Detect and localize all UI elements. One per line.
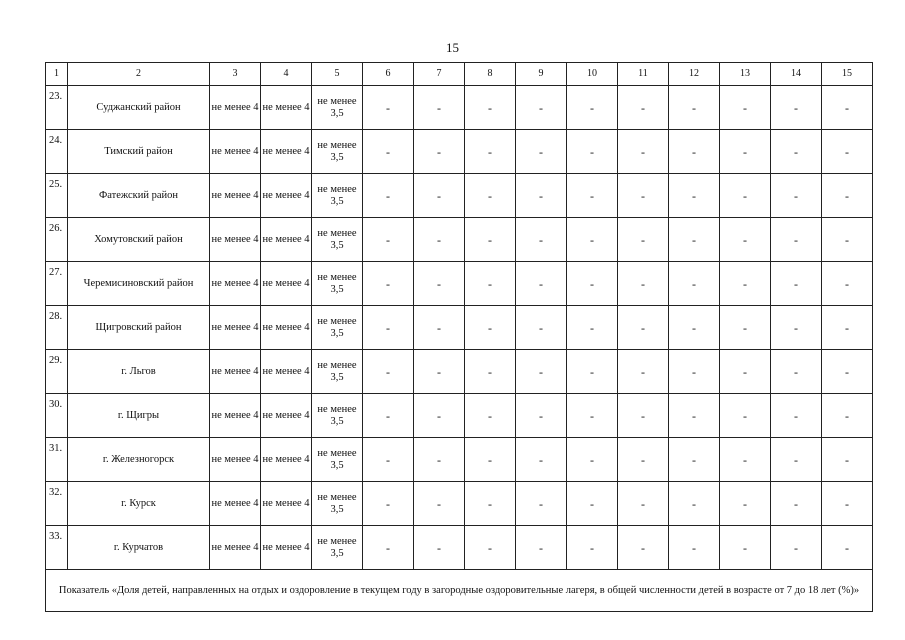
- column-header: 1: [46, 63, 68, 86]
- value-cell: не менее 3,5: [312, 482, 363, 526]
- row-number: 27.: [46, 262, 68, 306]
- empty-value-dash: -: [363, 394, 414, 438]
- value-cell: не менее 3,5: [312, 218, 363, 262]
- empty-value-dash: -: [771, 86, 822, 130]
- table-row: [46, 482, 873, 526]
- empty-value-dash: -: [618, 394, 669, 438]
- empty-value-dash: -: [822, 394, 873, 438]
- empty-value-dash: -: [363, 526, 414, 570]
- district-name: Суджанский район: [68, 86, 210, 130]
- empty-value-dash: -: [669, 306, 720, 350]
- empty-value-dash: -: [363, 306, 414, 350]
- empty-value-dash: -: [669, 482, 720, 526]
- empty-value-dash: -: [669, 350, 720, 394]
- value-cell: не менее 3,5: [312, 438, 363, 482]
- empty-value-dash: -: [516, 262, 567, 306]
- table-row: [46, 262, 873, 306]
- empty-value-dash: -: [567, 262, 618, 306]
- empty-value-dash: -: [618, 306, 669, 350]
- empty-value-dash: -: [465, 262, 516, 306]
- empty-value-dash: -: [516, 218, 567, 262]
- empty-value-dash: -: [822, 262, 873, 306]
- empty-value-dash: -: [720, 482, 771, 526]
- empty-value-dash: -: [669, 262, 720, 306]
- row-number: 29.: [46, 350, 68, 394]
- empty-value-dash: -: [363, 482, 414, 526]
- empty-value-dash: -: [720, 438, 771, 482]
- empty-value-dash: -: [669, 438, 720, 482]
- column-header: 3: [210, 63, 261, 86]
- column-header: 12: [669, 63, 720, 86]
- empty-value-dash: -: [669, 394, 720, 438]
- empty-value-dash: -: [414, 526, 465, 570]
- empty-value-dash: -: [720, 174, 771, 218]
- empty-value-dash: -: [720, 218, 771, 262]
- column-header: 4: [261, 63, 312, 86]
- column-header: 11: [618, 63, 669, 86]
- empty-value-dash: -: [516, 350, 567, 394]
- district-name: г. Курск: [68, 482, 210, 526]
- empty-value-dash: -: [567, 350, 618, 394]
- empty-value-dash: -: [618, 350, 669, 394]
- district-name: г. Курчатов: [68, 526, 210, 570]
- empty-value-dash: -: [414, 306, 465, 350]
- value-cell: не менее 3,5: [312, 350, 363, 394]
- empty-value-dash: -: [618, 218, 669, 262]
- table-row: [46, 130, 873, 174]
- empty-value-dash: -: [771, 350, 822, 394]
- row-number: 26.: [46, 218, 68, 262]
- empty-value-dash: -: [465, 174, 516, 218]
- empty-value-dash: -: [363, 218, 414, 262]
- empty-value-dash: -: [822, 218, 873, 262]
- empty-value-dash: -: [363, 262, 414, 306]
- empty-value-dash: -: [720, 130, 771, 174]
- value-cell: не менее 3,5: [312, 262, 363, 306]
- empty-value-dash: -: [363, 174, 414, 218]
- empty-value-dash: -: [618, 438, 669, 482]
- column-header: 2: [68, 63, 210, 86]
- empty-value-dash: -: [567, 394, 618, 438]
- row-number: 33.: [46, 526, 68, 570]
- empty-value-dash: -: [363, 350, 414, 394]
- empty-value-dash: -: [771, 482, 822, 526]
- row-number: 25.: [46, 174, 68, 218]
- empty-value-dash: -: [516, 438, 567, 482]
- empty-value-dash: -: [669, 218, 720, 262]
- empty-value-dash: -: [414, 174, 465, 218]
- value-cell: не менее 4: [261, 262, 312, 306]
- empty-value-dash: -: [414, 218, 465, 262]
- value-cell: не менее 4: [261, 174, 312, 218]
- empty-value-dash: -: [363, 86, 414, 130]
- empty-value-dash: -: [465, 438, 516, 482]
- value-cell: не менее 4: [210, 394, 261, 438]
- empty-value-dash: -: [414, 482, 465, 526]
- column-header: 7: [414, 63, 465, 86]
- empty-value-dash: -: [771, 130, 822, 174]
- empty-value-dash: -: [822, 350, 873, 394]
- empty-value-dash: -: [669, 130, 720, 174]
- table-row: [46, 438, 873, 482]
- value-cell: не менее 4: [210, 130, 261, 174]
- empty-value-dash: -: [567, 86, 618, 130]
- empty-value-dash: -: [771, 526, 822, 570]
- empty-value-dash: -: [414, 394, 465, 438]
- empty-value-dash: -: [465, 394, 516, 438]
- value-cell: не менее 3,5: [312, 306, 363, 350]
- table-row: [46, 86, 873, 130]
- table-row: [46, 350, 873, 394]
- empty-value-dash: -: [516, 86, 567, 130]
- empty-value-dash: -: [720, 306, 771, 350]
- table-row: [46, 218, 873, 262]
- empty-value-dash: -: [567, 526, 618, 570]
- district-name: Черемисиновский район: [68, 262, 210, 306]
- page-number: 15: [446, 40, 459, 55]
- empty-value-dash: -: [414, 86, 465, 130]
- empty-value-dash: -: [822, 526, 873, 570]
- empty-value-dash: -: [720, 394, 771, 438]
- empty-value-dash: -: [516, 482, 567, 526]
- value-cell: не менее 4: [210, 306, 261, 350]
- value-cell: не менее 4: [210, 438, 261, 482]
- empty-value-dash: -: [822, 306, 873, 350]
- value-cell: не менее 4: [261, 526, 312, 570]
- header-row: [46, 63, 873, 86]
- empty-value-dash: -: [567, 438, 618, 482]
- empty-value-dash: -: [516, 306, 567, 350]
- table-row: [46, 526, 873, 570]
- empty-value-dash: -: [414, 438, 465, 482]
- value-cell: не менее 4: [261, 438, 312, 482]
- value-cell: не менее 4: [261, 218, 312, 262]
- value-cell: не менее 3,5: [312, 526, 363, 570]
- row-number: 23.: [46, 86, 68, 130]
- value-cell: не менее 4: [210, 482, 261, 526]
- district-name: Фатежский район: [68, 174, 210, 218]
- value-cell: не менее 4: [261, 130, 312, 174]
- empty-value-dash: -: [720, 526, 771, 570]
- empty-value-dash: -: [516, 526, 567, 570]
- empty-value-dash: -: [669, 86, 720, 130]
- column-header: 13: [720, 63, 771, 86]
- empty-value-dash: -: [618, 482, 669, 526]
- empty-value-dash: -: [618, 174, 669, 218]
- empty-value-dash: -: [822, 438, 873, 482]
- empty-value-dash: -: [516, 130, 567, 174]
- empty-value-dash: -: [465, 306, 516, 350]
- value-cell: не менее 4: [261, 306, 312, 350]
- empty-value-dash: -: [465, 130, 516, 174]
- empty-value-dash: -: [771, 306, 822, 350]
- column-header: 6: [363, 63, 414, 86]
- empty-value-dash: -: [771, 394, 822, 438]
- value-cell: не менее 4: [210, 174, 261, 218]
- empty-value-dash: -: [822, 86, 873, 130]
- value-cell: не менее 4: [261, 394, 312, 438]
- row-number: 28.: [46, 306, 68, 350]
- row-number: 32.: [46, 482, 68, 526]
- empty-value-dash: -: [465, 86, 516, 130]
- row-number: 30.: [46, 394, 68, 438]
- empty-value-dash: -: [822, 174, 873, 218]
- empty-value-dash: -: [465, 218, 516, 262]
- table-row: [46, 174, 873, 218]
- value-cell: не менее 4: [261, 482, 312, 526]
- empty-value-dash: -: [771, 262, 822, 306]
- row-number: 31.: [46, 438, 68, 482]
- district-name: г. Железногорск: [68, 438, 210, 482]
- table-row: [46, 394, 873, 438]
- value-cell: не менее 4: [261, 86, 312, 130]
- table-row: [46, 306, 873, 350]
- column-header: 8: [465, 63, 516, 86]
- empty-value-dash: -: [618, 130, 669, 174]
- district-name: г. Льгов: [68, 350, 210, 394]
- empty-value-dash: -: [414, 130, 465, 174]
- empty-value-dash: -: [771, 218, 822, 262]
- empty-value-dash: -: [618, 262, 669, 306]
- empty-value-dash: -: [669, 174, 720, 218]
- empty-value-dash: -: [822, 130, 873, 174]
- empty-value-dash: -: [516, 394, 567, 438]
- column-header: 10: [567, 63, 618, 86]
- value-cell: не менее 4: [210, 86, 261, 130]
- empty-value-dash: -: [414, 262, 465, 306]
- table-body: [46, 86, 873, 612]
- value-cell: не менее 3,5: [312, 86, 363, 130]
- empty-value-dash: -: [771, 174, 822, 218]
- district-name: Щигровский район: [68, 306, 210, 350]
- empty-value-dash: -: [567, 306, 618, 350]
- column-header: 9: [516, 63, 567, 86]
- value-cell: не менее 4: [210, 350, 261, 394]
- empty-value-dash: -: [669, 526, 720, 570]
- column-header: 15: [822, 63, 873, 86]
- column-header: 5: [312, 63, 363, 86]
- empty-value-dash: -: [363, 438, 414, 482]
- empty-value-dash: -: [771, 438, 822, 482]
- value-cell: не менее 4: [210, 526, 261, 570]
- empty-value-dash: -: [414, 350, 465, 394]
- empty-value-dash: -: [516, 174, 567, 218]
- empty-value-dash: -: [720, 262, 771, 306]
- empty-value-dash: -: [465, 526, 516, 570]
- value-cell: не менее 4: [210, 262, 261, 306]
- value-cell: не менее 3,5: [312, 394, 363, 438]
- row-number: 24.: [46, 130, 68, 174]
- footer-row: [46, 570, 873, 612]
- empty-value-dash: -: [822, 482, 873, 526]
- district-name: Хомутовский район: [68, 218, 210, 262]
- value-cell: не менее 3,5: [312, 174, 363, 218]
- value-cell: не менее 4: [210, 218, 261, 262]
- empty-value-dash: -: [720, 350, 771, 394]
- empty-value-dash: -: [618, 526, 669, 570]
- empty-value-dash: -: [567, 174, 618, 218]
- empty-value-dash: -: [567, 482, 618, 526]
- value-cell: не менее 4: [261, 350, 312, 394]
- district-name: г. Щигры: [68, 394, 210, 438]
- empty-value-dash: -: [465, 350, 516, 394]
- empty-value-dash: -: [567, 130, 618, 174]
- empty-value-dash: -: [720, 86, 771, 130]
- empty-value-dash: -: [567, 218, 618, 262]
- empty-value-dash: -: [618, 86, 669, 130]
- district-name: Тимский район: [68, 130, 210, 174]
- indicator-table: [45, 62, 873, 612]
- empty-value-dash: -: [465, 482, 516, 526]
- empty-value-dash: -: [363, 130, 414, 174]
- value-cell: не менее 3,5: [312, 130, 363, 174]
- indicator-caption: Показатель «Доля детей, направленных на отдых и оздоровление в текущем году в загородные оздоровительные лагеря, в общей численности детей в возрасте от 7 до 18 лет (%)»: [46, 570, 873, 612]
- column-header: 14: [771, 63, 822, 86]
